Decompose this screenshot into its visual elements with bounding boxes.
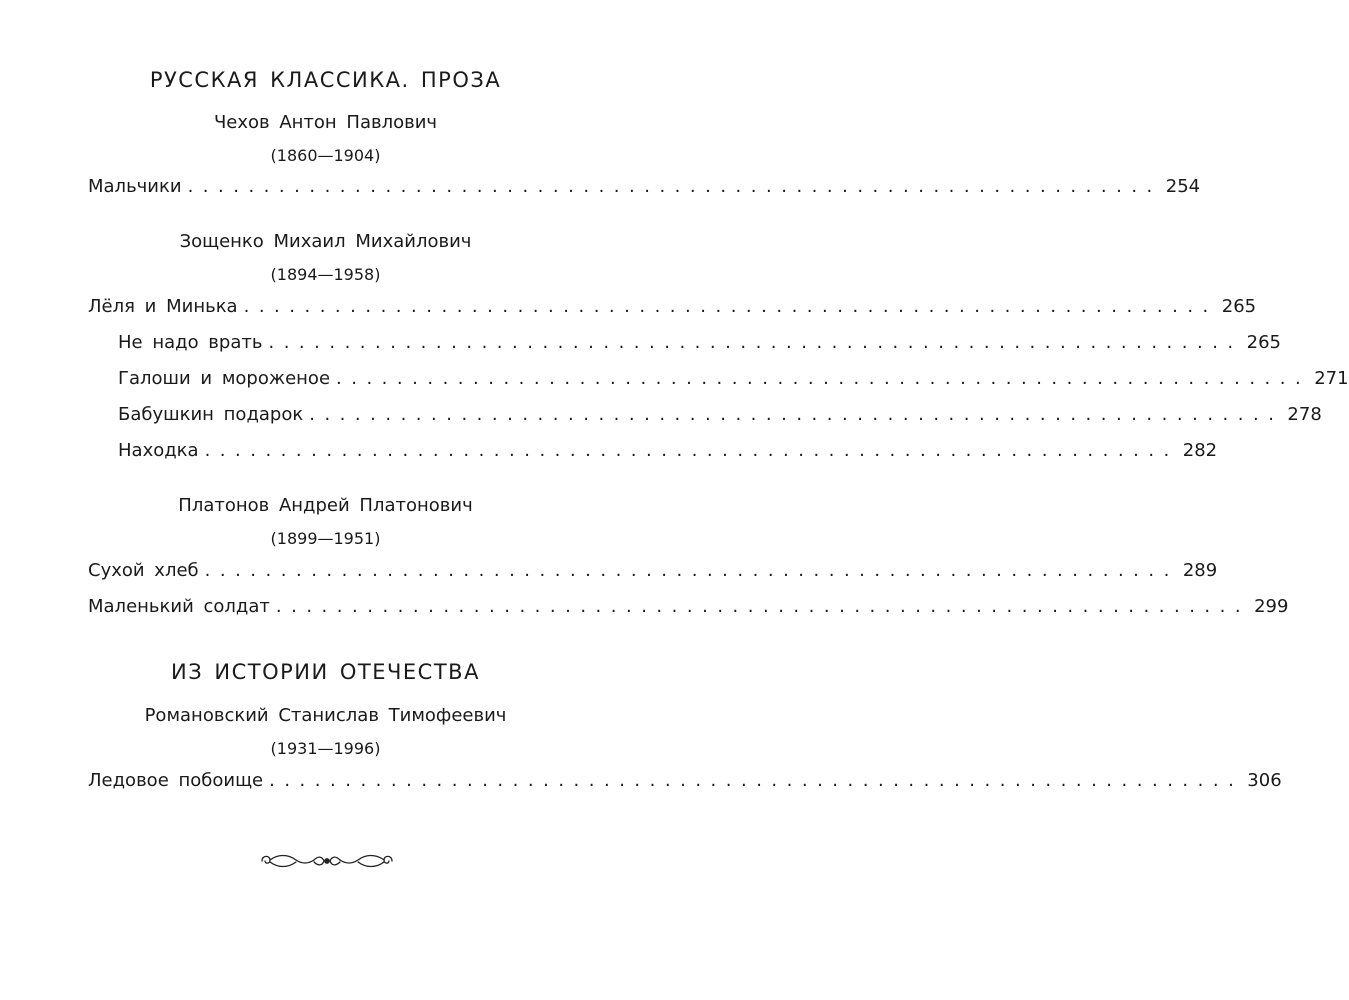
dot-leader: ................................................................ [268, 332, 1243, 353]
toc-entry-title: Мальчики [88, 176, 182, 197]
toc-subentry[interactable] [118, 440, 1218, 466]
author-name-zoshchenko: Зощенко Михаил Михайлович [179, 231, 472, 252]
toc-entry-page: 254 [1165, 176, 1201, 197]
toc-subentry[interactable] [118, 332, 1282, 358]
toc-entry-page: 278 [1287, 404, 1322, 425]
toc-entry-title: Сухой хлеб [88, 560, 199, 581]
toc-entry[interactable] [88, 596, 1289, 622]
author-years-platonov: (1899—1951) [270, 529, 381, 548]
toc-entry-title: Не надо врать [118, 332, 263, 353]
author-years-chekhov: (1860—1904) [270, 146, 381, 165]
toc-subentry[interactable] [118, 368, 1349, 394]
toc-entry-title: Маленький солдат [88, 596, 270, 617]
toc-entry-title: Ледовое побоище [88, 770, 264, 791]
dot-leader: ................................................................ [204, 560, 1179, 581]
decorative-flourish-icon [258, 850, 396, 872]
toc-subentry[interactable] [118, 404, 1322, 430]
toc-entry[interactable] [88, 176, 1201, 202]
toc-entry-page: 265 [1246, 332, 1282, 353]
toc-entry[interactable] [88, 770, 1282, 796]
dot-leader: ................................................................ [243, 296, 1218, 317]
author-name-platonov: Платонов Андрей Платонович [178, 495, 473, 516]
dot-leader: ................................................................ [269, 770, 1244, 791]
toc-entry-title: Лёля и Минька [88, 296, 238, 317]
author-name-romanovsky: Романовский Станислав Тимофеевич [144, 705, 507, 726]
author-years-romanovsky: (1931—1996) [270, 739, 381, 758]
dot-leader: ................................................................ [204, 440, 1179, 461]
toc-entry-page: 265 [1221, 296, 1257, 317]
toc-entry[interactable] [88, 560, 1218, 586]
toc-entry-page: 306 [1247, 770, 1282, 791]
author-name-chekhov: Чехов Антон Павлович [213, 112, 438, 133]
dot-leader: ................................................................ [187, 176, 1162, 197]
toc-entry-page: 289 [1182, 560, 1218, 581]
toc-entry-page: 282 [1182, 440, 1218, 461]
section-title-russian-classics: РУССКАЯ КЛАССИКА. ПРОЗА [149, 68, 502, 92]
section-title-history: ИЗ ИСТОРИИ ОТЕЧЕСТВА [171, 660, 480, 684]
toc-entry-title: Бабушкин подарок [118, 404, 304, 425]
dot-leader: ................................................................ [309, 404, 1284, 425]
toc-entry-title: Находка [118, 440, 199, 461]
author-years-zoshchenko: (1894—1958) [270, 265, 381, 284]
dot-leader: ................................................................ [275, 596, 1251, 617]
toc-entry-page: 299 [1254, 596, 1289, 617]
toc-entry[interactable] [88, 296, 1257, 322]
toc-entry-page: 271 [1314, 368, 1349, 389]
toc-entry-title: Галоши и мороженое [118, 368, 331, 389]
dot-leader: ................................................................ [336, 368, 1311, 389]
